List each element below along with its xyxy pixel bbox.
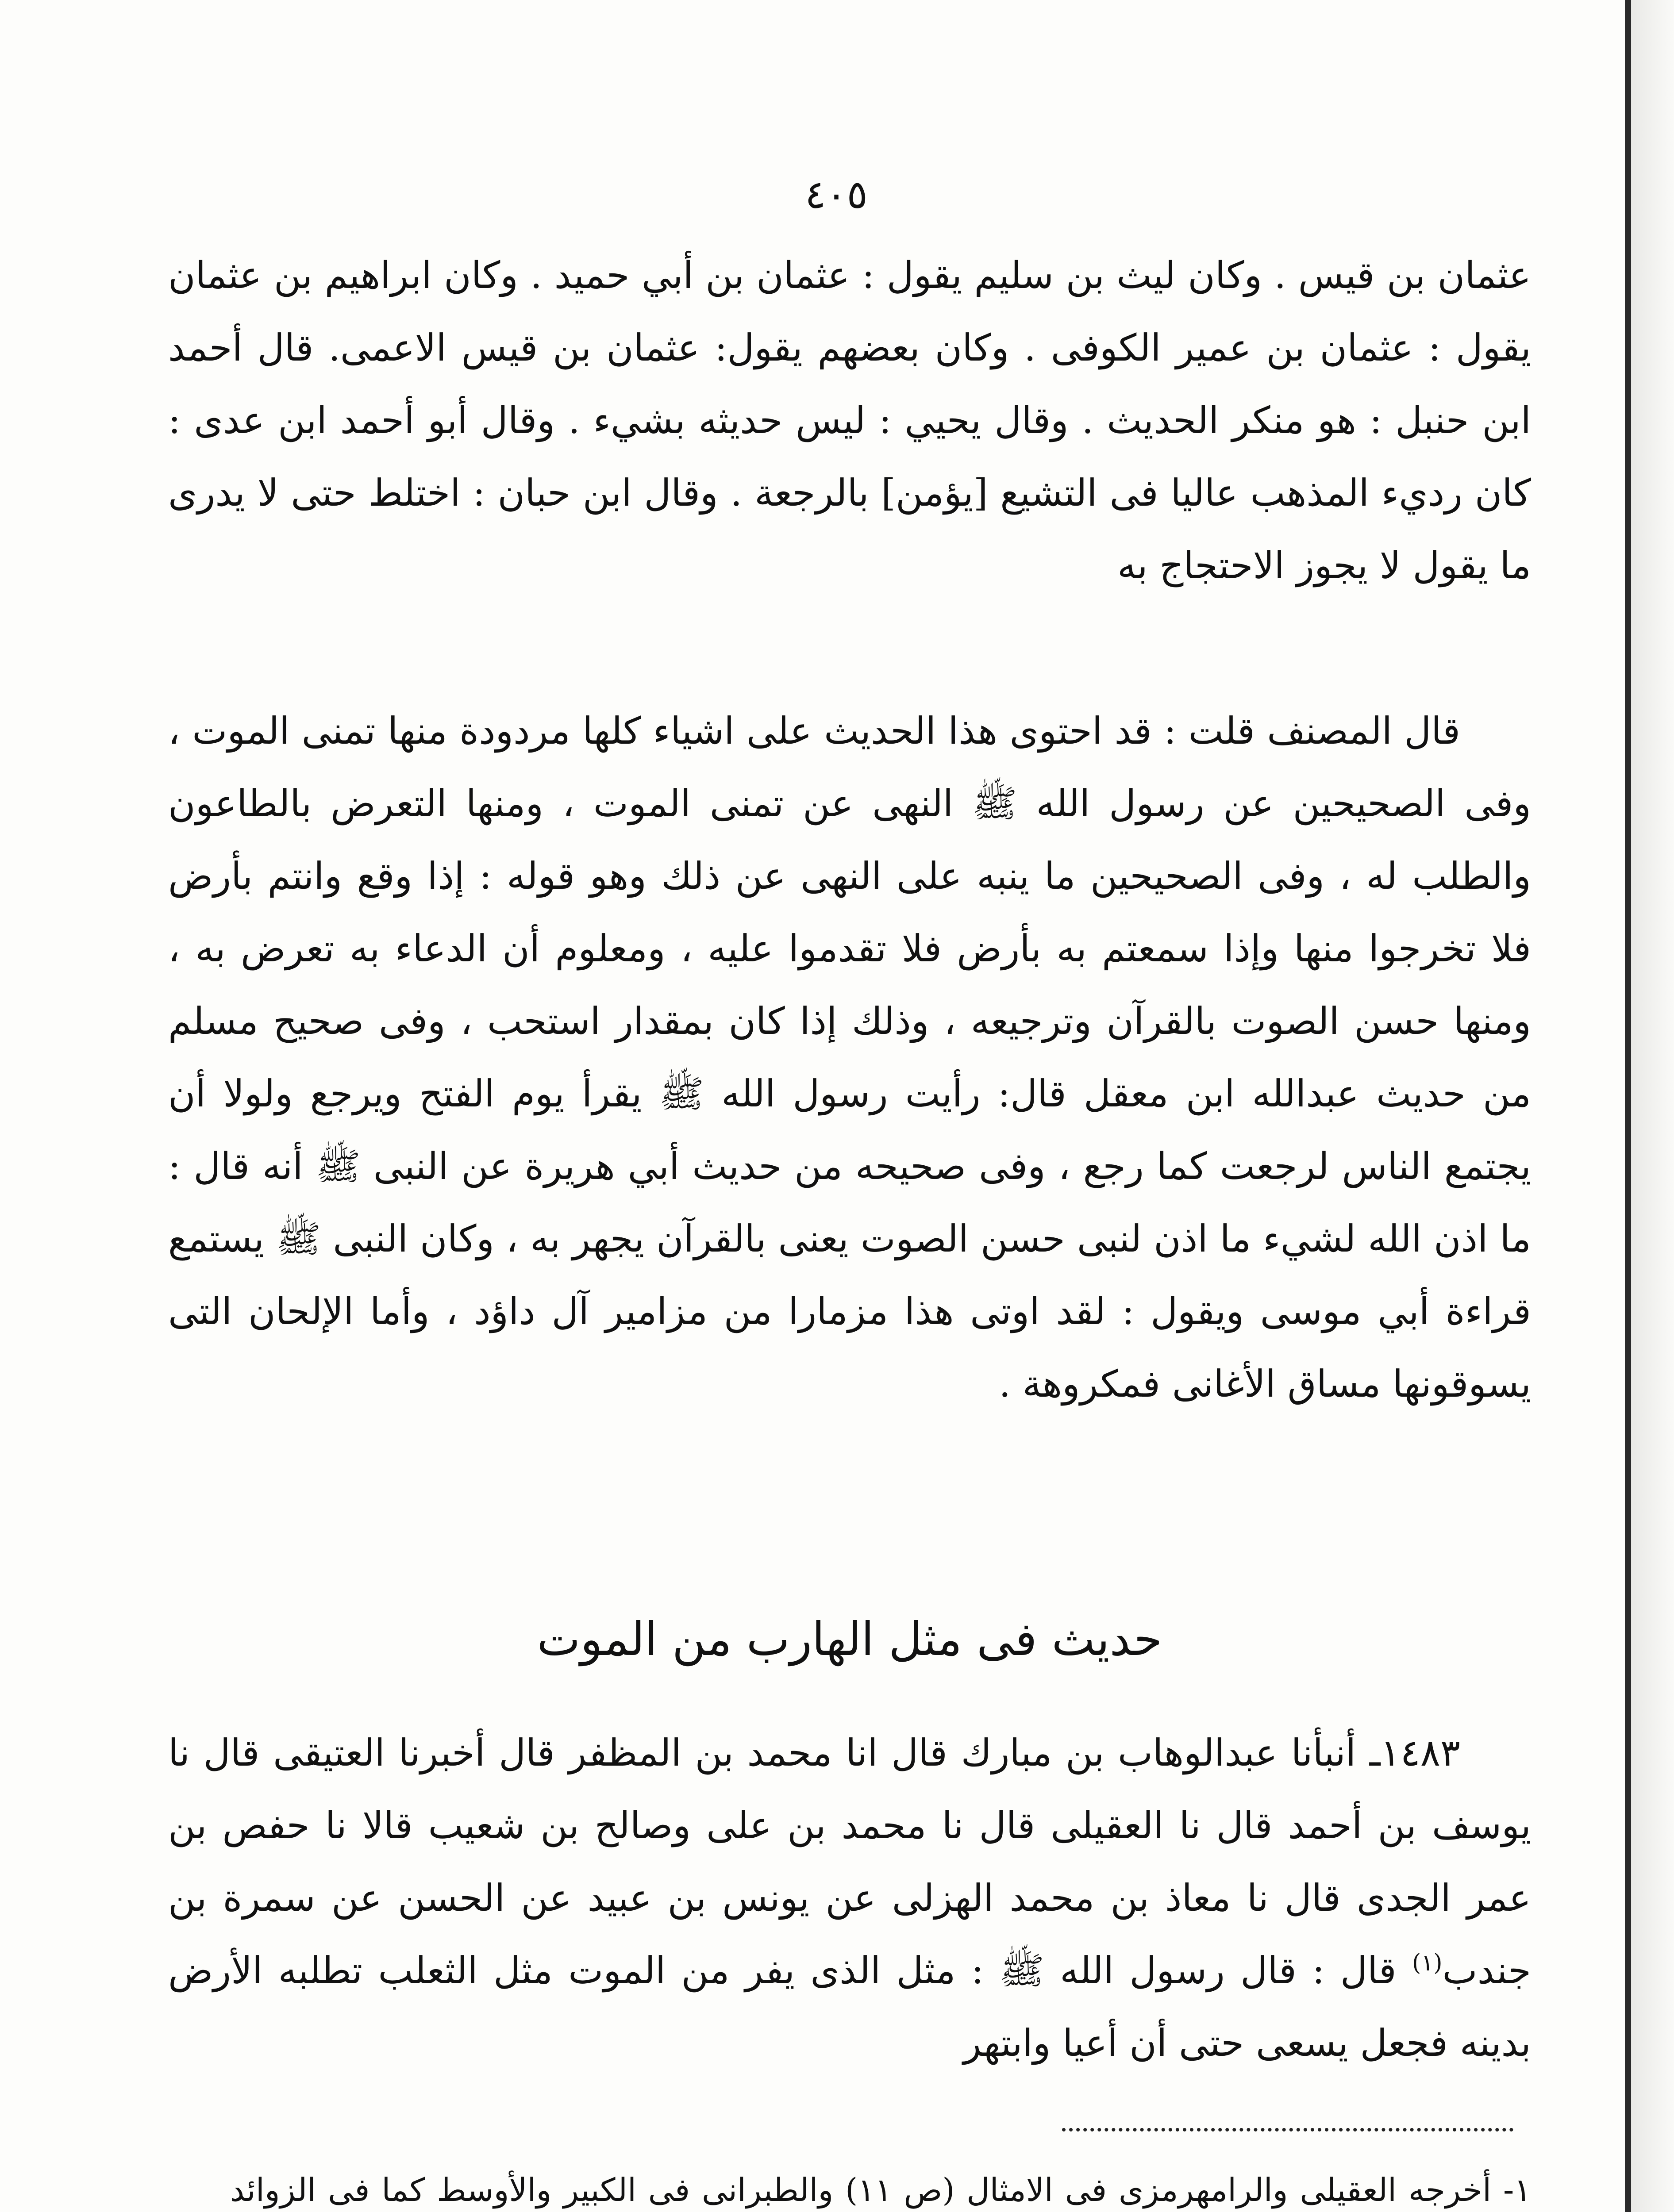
page-edge-shadow xyxy=(1631,0,1674,2212)
footnote: ١- أخرجه العقيلى والرامهرمزى فى الامثال (ص ١١) والطبرانى فى الكبير والأوسط كما فى الزوائد xyxy=(230,2171,1531,2208)
paragraph-text: قال المصنف قلت : قد احتوى هذا الحديث على اشياء كلها مردودة منها تمنى الموت ، وفى الصحيحين عن رسول الله ﷺ النهى عن تمنى الموت ، ومنها التعرض بالطاعون والطلب له ، وفى الصحيحين ما ينبه على النهى عن ذلك وهو قوله : إذا وقع وانتم بأرض فلا تخرجوا منها وإذا سمعتم به بأرض فلا تقدموا عليه ، ومعلوم أن الدعاء به تعرض به ، ومنها حسن الصوت بالقرآن وترجيعه ، وذلك إذا كان بمقدار استحب ، وفى صحيح مسلم من حديث عبدالله ابن معقل قال: رأيت رسول الله ﷺ يقرأ يوم الفتح ويرجع ولولا أن يجتمع الناس لرجعت كما رجع ، وفى صحيحه من حديث أبي هريرة عن النبى ﷺ أنه قال : ما اذن الله لشيء ما اذن لنبى حسن الصوت يعنى بالقرآن يجهر به ، وكان النبى ﷺ يستمع قراءة أبي موسى ويقول : لقد اوتى هذا مزمارا من مزامير آل داؤد ، وأما الإلحان التى يسوقونها مساق الأغانى فمكروهة . xyxy=(168,709,1531,1406)
paragraph-text xyxy=(168,1717,1531,2079)
section-heading: حديث فى مثل الهارب من الموت xyxy=(537,1612,1162,1666)
paragraph-text: عثمان بن قيس . وكان ليث بن سليم يقول : عثمان بن أبي حميد . وكان ابراهيم بن عثمان يقول : عثمان بن عمير الكوفى . وكان بعضهم يقول: عثمان بن قيس الاعمى. قال أحمد ابن حنبل : هو منكر الحديث . وقال يحيي : ليس حديثه بشيء . وقال أبو أحمد ابن عدى : كان رديء المذهب عاليا فى التشيع [يؤمن] بالرجعة . وقال ابن حبان : اختلط حتى لا يدرى ما يقول لا يجوز الاحتجاج به xyxy=(168,253,1531,587)
paragraph-author-commentary xyxy=(168,695,1531,1420)
page-edge-line xyxy=(1625,0,1631,2212)
hadith-chain-text: ١٤٨٣ـ أنبأنا عبدالوهاب بن مبارك قال انا محمد بن المظفر قال أخبرنا العتيقى قال نا يوسف بن أحمد قال نا العقيلى قال نا محمد بن على وصالح بن شعيب قالا نا حفص بن عمر الجدى قال نا معاذ بن محمد الهزلى عن يونس بن عبيد عن الحسن عن سمرة بن جندب xyxy=(168,1731,1531,1992)
footnote-marker: (١) xyxy=(1412,1950,1443,1976)
footnote-divider xyxy=(1062,2128,1513,2131)
hadith-body-text: قال : قال رسول الله ﷺ : مثل الذى يفر من الموت مثل الثعلب تطلبه الأرض بدينه فجعل يسعى حتى أن أعيا وابتهر xyxy=(168,1949,1531,2065)
page-number: ٤٠٥ xyxy=(805,172,868,217)
paragraph-hadith-1483 xyxy=(168,1717,1531,2079)
paragraph-narrator-notes xyxy=(168,239,1531,602)
